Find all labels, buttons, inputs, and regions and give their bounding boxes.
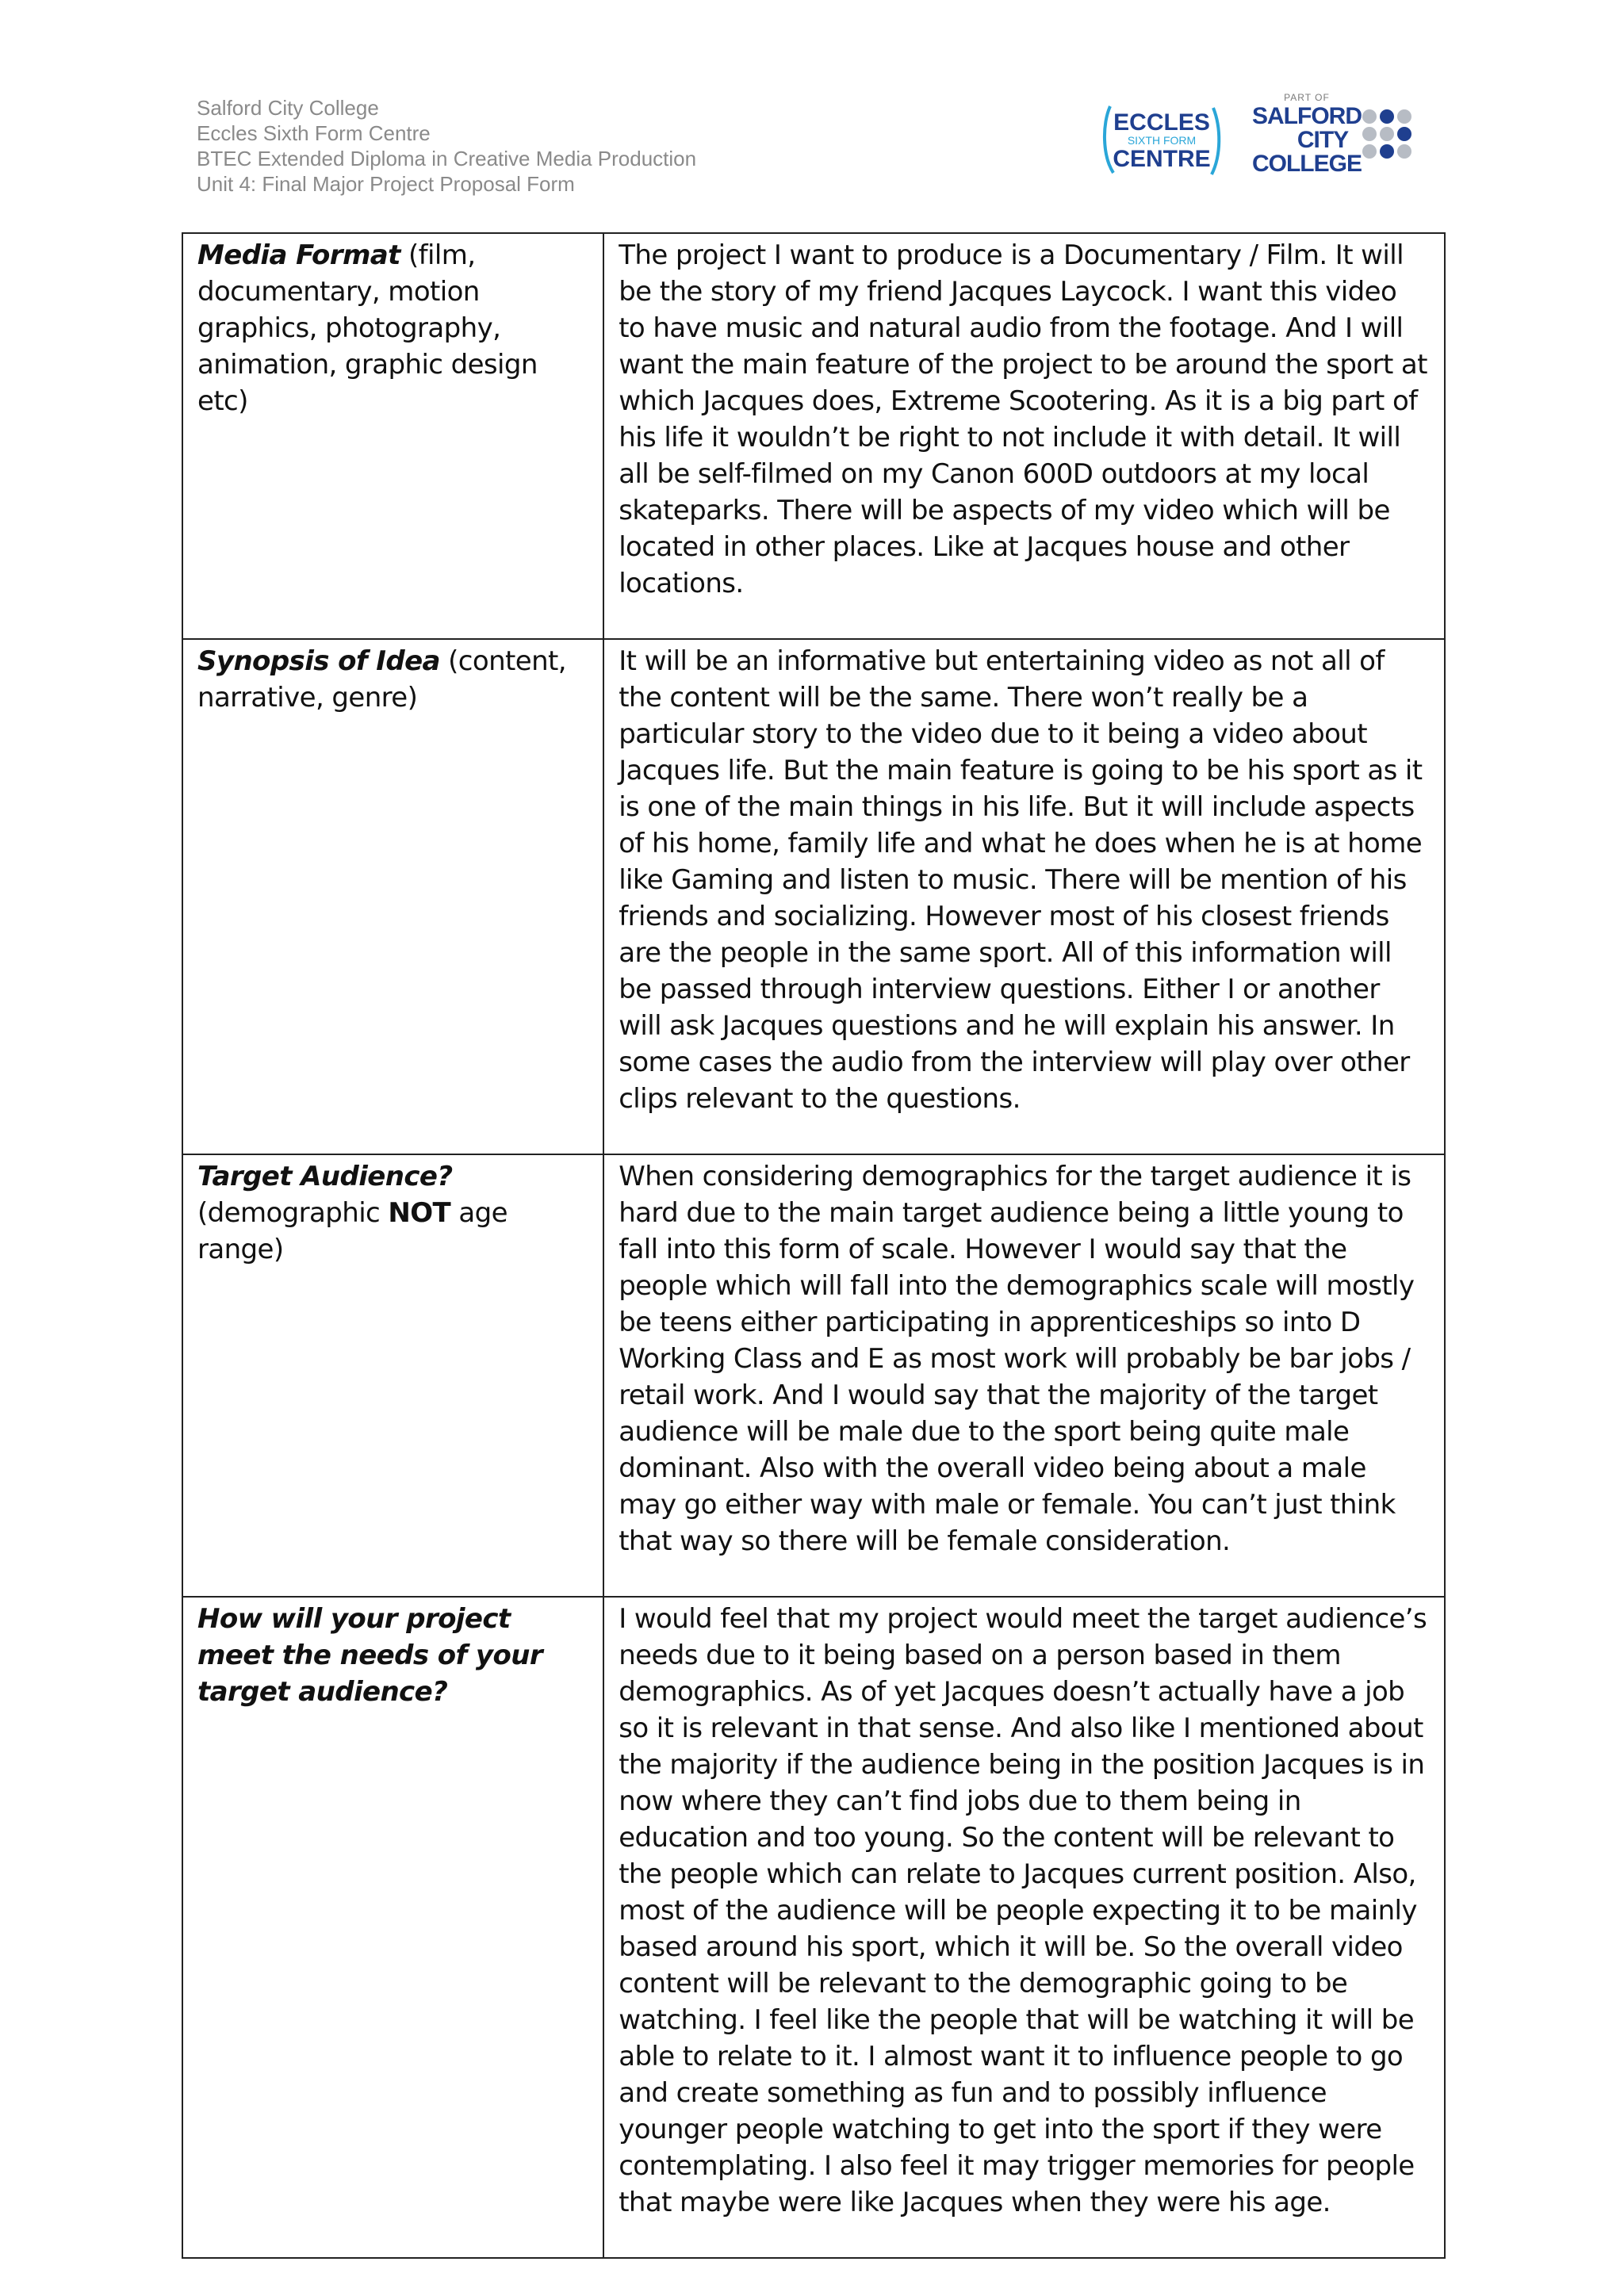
row-synopsis: [182, 639, 1445, 1154]
label-synopsis: Synopsis of Idea (content, narrative, genre): [182, 639, 603, 1154]
eccles-logo-line2: SIXTH FORM: [1127, 134, 1197, 147]
salford-logo-line2: CITY: [1297, 127, 1349, 153]
header-centre: Eccles Sixth Form Centre: [197, 121, 431, 145]
answer-media-format: The project I want to produce is a Documentary / Film. It will be the story of my friend Jacques Laycock. I want this video to have music and natural audio from the footage. And I will want the main feature of the project to be around the sport at which Jacques does, Extreme Scootering. As it is a big part of his life it wouldn’t be right to not include it with detail. It will all be self-filmed on my Canon 600D outdoors at my local skateparks. There will be aspects of my video which will be located in other places. Like at Jacques house and other locations.: [603, 233, 1445, 639]
header-unit: Unit 4: Final Major Project Proposal Form: [197, 172, 575, 196]
label-meet-needs: How will your project meet the needs of your target audience?: [182, 1597, 603, 2258]
salford-logo-line1: SALFORD: [1252, 103, 1362, 129]
row-meet-needs: [182, 1597, 1445, 2258]
header-college: Salford City College: [197, 96, 379, 120]
label-media-format: Media Format (film, documentary, motion graphics, photography, animation, graphic design etc): [182, 233, 603, 639]
document-header: [197, 95, 696, 197]
row-media-format: [182, 233, 1445, 639]
label-target-audience: Target Audience? (demographic NOT age range): [182, 1154, 603, 1597]
salford-logo-line3: COLLEGE: [1251, 151, 1362, 177]
salford-city-college-logo: [1243, 92, 1434, 179]
row-target-audience: [182, 1154, 1445, 1597]
salford-logo-part-of: PART OF: [1284, 92, 1330, 103]
header-course: BTEC Extended Diploma in Creative Media Production: [197, 147, 697, 170]
eccles-sixth-form-logo: [1102, 100, 1221, 179]
eccles-logo-line3: CENTRE: [1113, 146, 1211, 172]
eccles-logo-line1: ECCLES: [1113, 109, 1210, 136]
answer-synopsis: It will be an informative but entertaining video as not all of the content will be the same. There won’t really be a particular story to the video due to it being a video about Jacques life. But the main feature is going to be his sport as it is one of the main things in his life. But it will include aspects of his home, family life and what he does when he is at home like Gaming and listen to music. There will be mention of his friends and socializing. However most of his closest friends are the people in the same sport. All of this information will be passed through interview questions. Either I or another will ask Jacques questions and he will explain his answer. In some cases the audio from the interview will play over other clips relevant to the questions.: [603, 639, 1445, 1154]
proposal-form-table: [182, 232, 1446, 2259]
logo-area: [1102, 89, 1435, 184]
answer-meet-needs: I would feel that my project would meet the target audience’s needs due to it being based on a person based in them demographics. As of yet Jacques doesn’t actually have a job so it is relevant in that sense. And also like I mentioned about the majority if the audience being in the position Jacques is in now where they can’t find jobs due to them being in education and too young. So the content will be relevant to the people which can relate to Jacques current position. Also, most of the audience will be people expecting it to be mainly based around his sport, which it will be. So the overall video content will be relevant to the demographic going to be watching. I feel like the people that will be watching it will be able to relate to it. I almost want it to influence people to go and create something as fun and to possibly influence younger people watching to get into the sport if they were contemplating. I also feel it may trigger memories for people that maybe were like Jacques when they were his age.: [603, 1597, 1445, 2258]
answer-target-audience: When considering demographics for the target audience it is hard due to the main target audience being a little young to fall into this form of scale. However I would say that the people which will fall into the demographics scale will mostly be teens either participating in apprenticeships so into D Working Class and E as most work will probably be bar jobs / retail work. And I would say that the majority of the target audience will be male due to the sport being quite male dominant. Also with the overall video being about a male may go either way with male or female. You can’t just think that way so there will be female consideration.: [603, 1154, 1445, 1597]
